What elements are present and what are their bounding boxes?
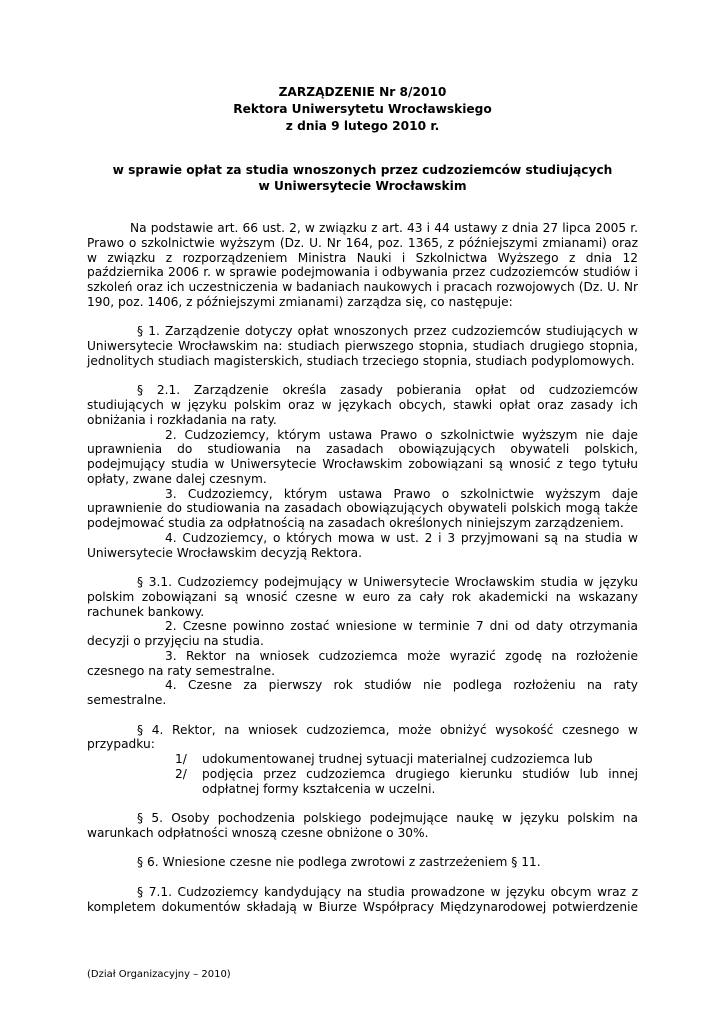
section-2-point-4: 4. Cudzoziemcy, o których mowa w ust. 2 i 3 przyjmowani są na studia w Uniwersytecie Wrocławskim decyzją Rektora. [87,530,638,560]
section-4-text: § 4. Rektor, na wniosek cudzoziemca, może obniżyć wysokość czesnego w przypadku: [87,722,638,752]
list-marker: 1/ [175,752,187,766]
footer-note: (Dział Organizacyjny – 2010) [87,969,231,980]
document-header [87,84,638,135]
document-subject [87,162,638,194]
section-7 [87,885,638,915]
section-1 [87,324,638,368]
section-3-point-4: 4. Czesne za pierwszy rok studiów nie podlega rozłożeniu na raty semestralne. [87,678,638,707]
section-2-point-2: 2. Cudzoziemcy, którym ustawa Prawo o szkolnictwie wyższym nie daje uprawnienia do studiowania na zasadach obowiązujących obywateli polskich, podejmujący studia w Uniwersytecie Wrocławskim zobowiązani są wnosić z tego tytułu opłaty, zwane dalej czesnym. [87,427,638,486]
section-3-point-3: 3. Rektor na wniosek cudzoziemca może wyrazić zgodę na rozłożenie czesnego na raty semestralne. [87,648,638,678]
section-3 [87,575,638,708]
section-7-point-1: § 7.1. Cudzoziemcy kandydujący na studia prowadzone w języku obcym wraz z kompletem dokumentów składają w Biurze Współpracy Międzynarodowej potwierdzenie [87,884,638,914]
section-4 [87,723,638,797]
document-body [87,221,638,914]
subject-line-1: w sprawie opłat za studia wnoszonych przez cudzoziemców studiujących [112,163,613,177]
document-date: z dnia 9 lutego 2010 r. [285,119,440,133]
section-6-text: § 6. Wniesione czesne nie podlega zwrotowi z zastrzeżeniem § 11. [137,855,541,870]
section-3-point-1: § 3.1. Cudzoziemcy podejmujący w Uniwersytecie Wrocławskim studia w języku polskim zobowiązani są wnosić czesne w euro za cały rok akademicki na wskazany rachunek bankowy. [87,575,638,619]
section-3-point-2: 2. Czesne powinno zostać wniesione w terminie 7 dni od daty otrzymania decyzji o przyjęciu na studia. [87,619,638,648]
list-item [87,752,638,767]
list-item-text: udokumentowanej trudnej sytuacji materialnej cudzoziemca lub [202,752,593,766]
subject-line-2: w Uniwersytecie Wrocławskim [258,179,467,193]
section-5 [87,811,638,841]
section-2-point-1: § 2.1. Zarządzenie określa zasady pobierania opłat od cudzoziemców studiujących w języku polskim oraz w językach obcych, stawki opłat oraz zasady ich obniżania i rozkładania na raty. [87,383,638,427]
document-title: ZARZĄDZENIE Nr 8/2010 [278,85,447,99]
list-item-text: podjęcia przez cudzoziemca drugiego kierunku studiów lub innej odpłatnej formy kształcenia w uczelni. [202,766,638,796]
list-marker: 2/ [175,766,187,781]
section-2-point-3: 3. Cudzoziemcy, którym ustawa Prawo o szkolnictwie wyższym daje uprawnienie do studiowania na zasadach obowiązujących obywateli polskich mogą także podejmować studia za odpłatnością na zasadach określonych niniejszym zarządzeniem. [87,486,638,530]
section-5-text: § 5. Osoby pochodzenia polskiego podejmujące naukę w języku polskim na warunkach odpłatności wnoszą czesne obniżone o 30%. [87,811,638,840]
section-6 [87,855,638,870]
document-content [87,84,638,914]
section-2 [87,383,638,560]
section-1-text: § 1. Zarządzenie dotyczy opłat wnoszonych przez cudzoziemców studiujących w Uniwersytecie Wrocławskim na: studiach pierwszego stopnia, studiach drugiego stopnia, jednolitych studiach magisterskich, studiach trzeciego stopnia, studiach podyplomowych. [87,324,638,368]
preamble: Na podstawie art. 66 ust. 2, w związku z art. 43 i 44 ustawy z dnia 27 lipca 2005 r. Prawo o szkolnictwie wyższym (Dz. U. Nr 164, poz. 1365, z późniejszymi zmianami) oraz w związku z rozporządzeniem Ministra Nauki i Szkolnictwa Wyższego z dnia 12 października 2006 r. w sprawie podejmowania i odbywania przez cudzoziemców studiów i szkoleń oraz ich uczestniczenia w badaniach naukowych i pracach rozwojowych (Dz. U. Nr 190, poz. 1406, z późniejszymi zmianami) zarządza się, co następuje: [87,221,638,309]
list-item [87,767,638,797]
document-issuer: Rektora Uniwersytetu Wrocławskiego [233,102,492,116]
